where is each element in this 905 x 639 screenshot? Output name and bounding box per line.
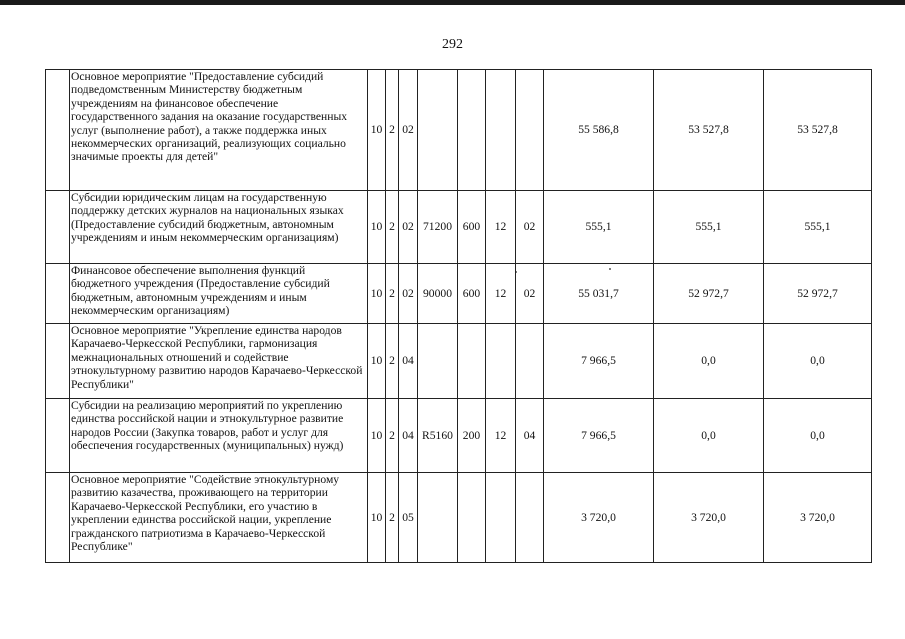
row-code-4	[418, 473, 458, 563]
row-margin-cell	[46, 324, 70, 399]
row-amount-2: 0,0	[654, 324, 764, 399]
budget-table	[45, 69, 872, 563]
row-code-3: 02	[399, 191, 418, 264]
row-code-7	[516, 70, 544, 191]
row-amount-2: 555,1	[654, 191, 764, 264]
row-code-1: 10	[368, 191, 386, 264]
row-code-7: 02	[516, 264, 544, 324]
row-code-1: 10	[368, 399, 386, 473]
row-code-2: 2	[386, 70, 399, 191]
row-name: Основное мероприятие "Укрепление единства народов Карачаево-Черкесской Республики, гармонизация межнациональных отношений и содействие этнокультурному развитию народов Карачаево-Черкесской Республики"	[70, 324, 368, 399]
row-code-5: 600	[458, 264, 486, 324]
row-amount-1: 7 966,5	[544, 324, 654, 399]
row-code-6: 12	[486, 191, 516, 264]
row-code-3: 04	[399, 399, 418, 473]
row-amount-1: 3 720,0	[544, 473, 654, 563]
row-code-1: 10	[368, 324, 386, 399]
row-code-4: 71200	[418, 191, 458, 264]
row-amount-1: 555,1	[544, 191, 654, 264]
budget-table-body	[46, 70, 872, 563]
row-amount-3: 3 720,0	[764, 473, 872, 563]
row-margin-cell	[46, 191, 70, 264]
table-row	[46, 473, 872, 563]
row-code-7	[516, 473, 544, 563]
row-amount-2: 3 720,0	[654, 473, 764, 563]
row-amount-3: 52 972,7	[764, 264, 872, 324]
row-code-5: 200	[458, 399, 486, 473]
row-code-4: 90000	[418, 264, 458, 324]
row-code-5	[458, 324, 486, 399]
row-margin-cell	[46, 70, 70, 191]
row-code-3: 02	[399, 70, 418, 191]
row-code-3: 05	[399, 473, 418, 563]
row-code-1: 10	[368, 473, 386, 563]
scan-top-border	[0, 0, 905, 5]
row-code-7	[516, 324, 544, 399]
row-code-4: R5160	[418, 399, 458, 473]
row-code-5	[458, 70, 486, 191]
table-row	[46, 399, 872, 473]
row-amount-3: 0,0	[764, 324, 872, 399]
row-amount-2: 0,0	[654, 399, 764, 473]
row-amount-1: 7 966,5	[544, 399, 654, 473]
row-code-6	[486, 324, 516, 399]
row-code-1: 10	[368, 264, 386, 324]
row-margin-cell	[46, 473, 70, 563]
table-row	[46, 191, 872, 264]
row-name: Субсидии на реализацию мероприятий по укреплению единства российской нации и этнокультурное развитие народов России (Закупка товаров, работ и услуг для обеспечения государственных (муниципальных) нужд)	[70, 399, 368, 473]
row-amount-1: 55 586,8	[544, 70, 654, 191]
row-code-4	[418, 70, 458, 191]
row-margin-cell	[46, 264, 70, 324]
row-code-2: 2	[386, 399, 399, 473]
row-name: Основное мероприятие "Содействие этнокультурному развитию казачества, проживающего на территории Карачаево-Черкесской Республики, его участию в укреплении единства российской нации, укрепление гражданского патриотизма в Карачаево-Черкесской Республике"	[70, 473, 368, 563]
table-row	[46, 70, 872, 191]
row-code-6: 12	[486, 399, 516, 473]
row-amount-3: 53 527,8	[764, 70, 872, 191]
table-row	[46, 324, 872, 399]
row-code-6: 12	[486, 264, 516, 324]
row-amount-3: 0,0	[764, 399, 872, 473]
row-name: Основное мероприятие "Предоставление субсидий подведомственным Министерству бюджетным учреждениям на финансовое обеспечение государственного задания на оказание государственных услуг (выполнение работ), а также поддержка иных некоммерческих организаций, реализующих социально значимые проекты для детей"	[70, 70, 368, 191]
row-code-1: 10	[368, 70, 386, 191]
row-amount-2: 53 527,8	[654, 70, 764, 191]
row-margin-cell	[46, 399, 70, 473]
row-code-2: 2	[386, 473, 399, 563]
row-code-7: 02	[516, 191, 544, 264]
row-amount-3: 555,1	[764, 191, 872, 264]
row-name: Финансовое обеспечение выполнения функций бюджетного учреждения (Предоставление субсидий бюджетным, автономным учреждениям и иным некоммерческим организациям)	[70, 264, 368, 324]
table-row	[46, 264, 872, 324]
page-number: 292	[442, 37, 463, 52]
row-code-3: 02	[399, 264, 418, 324]
row-amount-1: 55 031,7	[544, 264, 654, 324]
row-code-6	[486, 473, 516, 563]
row-amount-2: 52 972,7	[654, 264, 764, 324]
row-code-5	[458, 473, 486, 563]
row-code-2: 2	[386, 324, 399, 399]
row-code-3: 04	[399, 324, 418, 399]
row-code-2: 2	[386, 264, 399, 324]
row-code-4	[418, 324, 458, 399]
row-code-2: 2	[386, 191, 399, 264]
row-code-7: 04	[516, 399, 544, 473]
row-code-5: 600	[458, 191, 486, 264]
row-name: Субсидии юридическим лицам на государственную поддержку детских журналов на национальных языках (Предоставление субсидий бюджетным, автономным учреждениям и иным некоммерческим организациям)	[70, 191, 368, 264]
row-code-6	[486, 70, 516, 191]
